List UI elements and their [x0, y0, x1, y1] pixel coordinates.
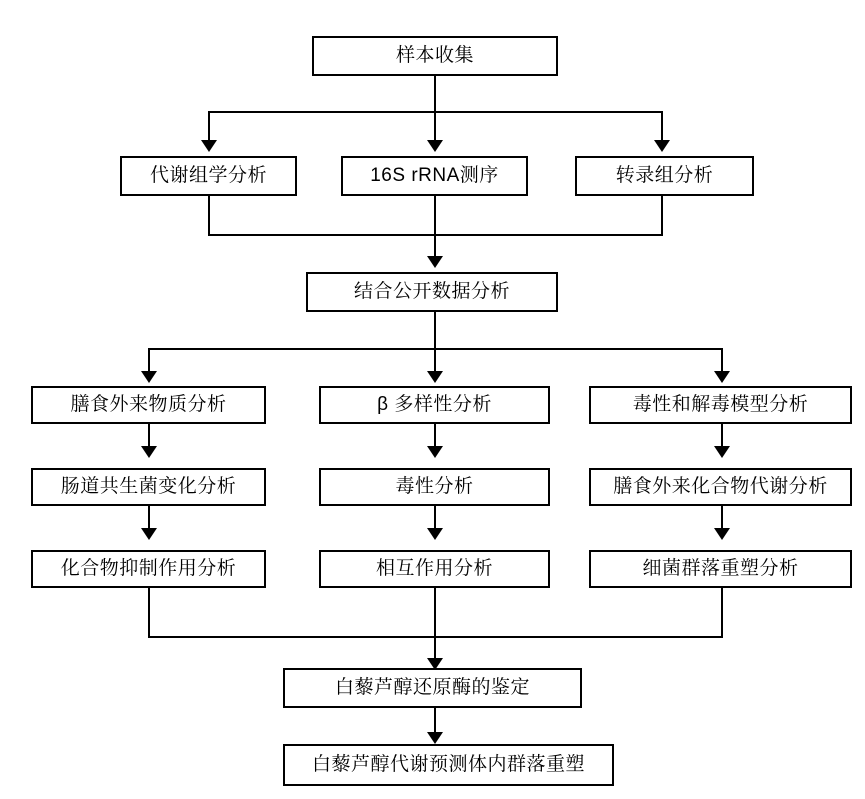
- node-rrna-seq: 16S rRNA测序: [341, 156, 528, 196]
- arrowhead-transcriptomics: [654, 140, 670, 152]
- connector-branch-rrna: [434, 111, 436, 140]
- connector-right-col-merge: [721, 588, 723, 638]
- node-toxicity-analysis: 毒性分析: [319, 468, 550, 506]
- arrowhead-mid-2-3: [427, 528, 443, 540]
- connector-left-col-merge: [148, 588, 150, 638]
- arrowhead-public-data: [427, 256, 443, 268]
- arrowhead-rrna: [427, 140, 443, 152]
- node-beta-diversity: β 多样性分析: [319, 386, 550, 424]
- node-dietary-xeno-metabolism: 膳食外来化合物代谢分析: [589, 468, 852, 506]
- connector-left-2-3: [148, 506, 150, 528]
- node-dietary-xenobiotics: 膳食外来物质分析: [31, 386, 266, 424]
- node-toxicity-detox-model: 毒性和解毒模型分析: [589, 386, 852, 424]
- node-public-data: 结合公开数据分析: [306, 272, 558, 312]
- connector-transcriptomics-down: [661, 196, 663, 236]
- connector-branch-right-col: [721, 348, 723, 373]
- connector-reductase-to-final: [434, 708, 436, 734]
- connector-branch-mid-col: [434, 348, 436, 373]
- node-transcriptomics: 转录组分析: [575, 156, 754, 196]
- arrowhead-metabolomics: [201, 140, 217, 152]
- connector-branch-metabolomics: [208, 111, 210, 140]
- node-bacterial-remodeling: 细菌群落重塑分析: [589, 550, 852, 588]
- connector-branch-transcriptomics: [661, 111, 663, 140]
- connector-rrna-down: [434, 196, 436, 258]
- arrowhead-right-col: [714, 371, 730, 383]
- arrowhead-final: [427, 732, 443, 744]
- connector-mid-2-3: [434, 506, 436, 528]
- connector-sample-to-split: [434, 76, 436, 112]
- node-gut-symbiont-change: 肠道共生菌变化分析: [31, 468, 266, 506]
- arrowhead-right-1-2: [714, 446, 730, 458]
- node-compound-inhibition: 化合物抑制作用分析: [31, 550, 266, 588]
- node-metabolomics: 代谢组学分析: [120, 156, 297, 196]
- connector-branch-left-col: [148, 348, 150, 373]
- connector-public-down: [434, 312, 436, 350]
- arrowhead-right-2-3: [714, 528, 730, 540]
- node-interaction-analysis: 相互作用分析: [319, 550, 550, 588]
- connector-right-1-2: [721, 424, 723, 446]
- connector-right-2-3: [721, 506, 723, 528]
- node-sample-collection: 样本收集: [312, 36, 558, 76]
- arrowhead-mid-col: [427, 371, 443, 383]
- connector-mid-1-2: [434, 424, 436, 446]
- connector-metabolomics-down: [208, 196, 210, 236]
- arrowhead-mid-1-2: [427, 446, 443, 458]
- arrowhead-left-1-2: [141, 446, 157, 458]
- node-reductase-identification: 白藜芦醇还原酶的鉴定: [283, 668, 582, 708]
- arrowhead-left-2-3: [141, 528, 157, 540]
- arrowhead-left-col: [141, 371, 157, 383]
- connector-left-1-2: [148, 424, 150, 446]
- connector-mid-col-merge: [434, 588, 436, 660]
- node-final-prediction: 白藜芦醇代谢预测体内群落重塑: [283, 744, 614, 786]
